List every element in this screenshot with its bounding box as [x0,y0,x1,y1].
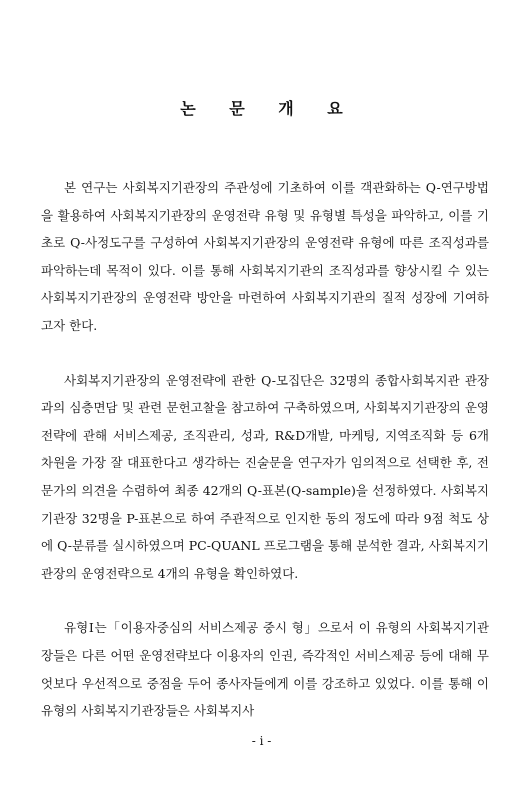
page-number: - i - [251,734,272,748]
abstract-paragraph-1: 본 연구는 사회복지기관장의 주관성에 기초하여 이를 객관화하는 Q-연구방법을 활용하여 사회복지기관장의 운영전략 유형 및 유형별 특성을 파악하고, 이를 기초로 Q-사정도구를 구성하여 사회복지기관장의 운영전략 유형에 따른 조직성과를 파악하는데 목적이 있다. 이를 통해 사회복지기관의 조직성과를 향상시킬 수 있는 사회복지기관장의 운영전략 방안을 마련하여 사회복지기관의 질적 성장에 기여하고자 한다. [41,180,489,333]
page-title: 논 문 개 요 [180,99,357,118]
abstract-body [41,174,489,725]
abstract-paragraph-2: 사회복지기관장의 운영전략에 관한 Q-모집단은 32명의 종합사회복지관 관장과의 심층면담 및 관련 문헌고찰을 참고하여 구축하였으며, 사회복지기관장의 운영전략에 관해 서비스제공, 조직관리, 성과, R&D개발, 마케팅, 지역조직화 등 6개 차원을 가장 잘 대표한다고 생각하는 진술문을 연구자가 임의적으로 선택한 후, 전문가의 의견을 수렴하여 최종 42개의 Q-표본(Q-sample)을 선정하였다. 사회복지기관장 32명을 P-표본으로 하여 주관적으로 인지한 동의 정도에 따라 9점 척도 상에 Q-분류를 실시하였으며 PC-QUANL 프로그램을 통해 분석한 결과, 사회복지기관장의 운영전략으로 4개의 유형을 확인하였다. [41,372,489,581]
abstract-paragraph-3: 유형Ⅰ는「이용자중심의 서비스제공 중시 형」으로서 이 유형의 사회복지기관장들은 다른 어떤 운영전략보다 이용자의 인권, 즉각적인 서비스제공 등에 대해 무엇보다 우선적으로 중점을 두어 종사자들에게 이를 강조하고 있었다. 이를 통해 이 유형의 사회복지기관장들은 사회복지사 [41,620,489,719]
